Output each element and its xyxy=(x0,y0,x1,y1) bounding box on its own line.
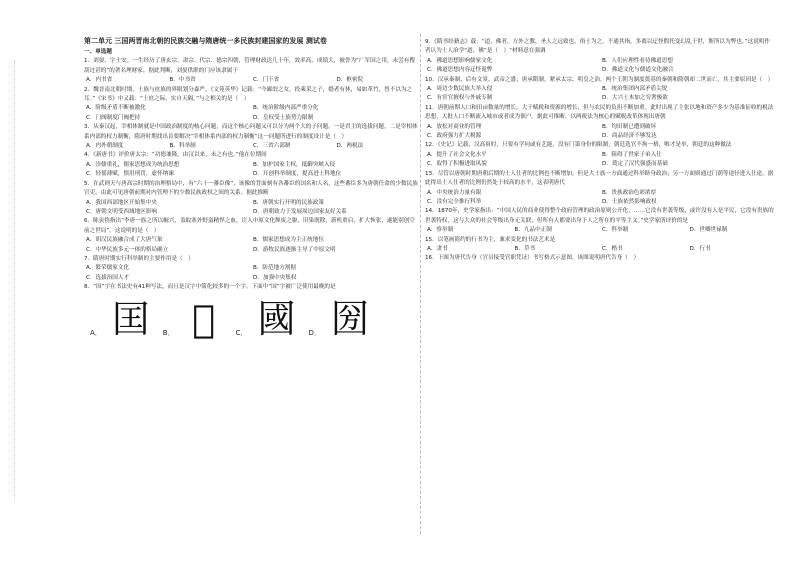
question-item xyxy=(425,236,775,255)
question-stem: 12．《史记》记载，汉高祖时，只要有学问或有艺能，没有门第身份的限制，朝廷选官不拘一格，唯才是举，朝廷的这种做法 xyxy=(425,142,732,149)
answer-option: D．世卿世禄制 xyxy=(689,227,728,234)
question-stem: 14．1870年，史学家指出：“中国人民的商业使得整个政府管理的政治原则公开化，……它没有世袭等级，或许没有人是平民，它没有贵族的世袭特权，这与大众的社会等级出身无关联，但所有人都要出身于人之所在的平等主义。”史学家所评价的是 xyxy=(425,208,774,224)
answer-option: B．中书省 xyxy=(169,77,196,84)
question-stem: 16．下图为唐代告身（官员接受官职凭证）书写格式示意图，该图说明唐代告身（ ） xyxy=(425,255,640,262)
answer-option: C．科举制 xyxy=(602,227,629,234)
answer-option: C．轻徭薄赋，慎用刑罚，虚怀纳谏 xyxy=(86,171,174,178)
answer-option: C．取得了积极进取风貌 xyxy=(427,161,487,168)
option-label: C． xyxy=(235,329,248,338)
answer-option: C．三省六部制 xyxy=(253,143,291,150)
option-group xyxy=(84,104,418,123)
answer-option: A．阶级矛盾不断被激化 xyxy=(86,105,146,112)
question-item xyxy=(84,217,418,255)
answer-option: D．开创科举制度，提高进士科地位 xyxy=(253,171,342,178)
question-item xyxy=(84,151,418,179)
question-item xyxy=(84,283,418,341)
option-label: D． xyxy=(308,329,321,338)
answer-option: C．门下省 xyxy=(253,77,280,84)
question-stem: 1．刘晏，字士安。一生经历了唐玄宗、肃宗、代宗、德宗四朝，管理财政达几十年，效率高，成绩大，被誉为“广军国之用，未尝有搜刮过甚的”的著名理财家。据此判断，刘晏供职的门应该隶属于 xyxy=(84,58,415,74)
answer-option: D．两税法 xyxy=(336,143,364,150)
section-heading: 一、单选题 xyxy=(84,49,112,55)
question-stem: 15．以笔画简约的行书为主，兼求变化的书法艺术是 xyxy=(425,236,556,243)
answer-option: C．中华民族多元一体的格局确立 xyxy=(86,246,169,253)
option-group xyxy=(425,123,775,142)
answer-option: D．商品经济不够发达 xyxy=(602,133,657,140)
answer-option: A．繁荣儒家文化 xyxy=(86,265,129,272)
option-group xyxy=(84,199,418,218)
character-glyph: 囯 xyxy=(111,296,150,341)
answer-option: A．内书省 xyxy=(86,77,113,84)
column-divider xyxy=(420,34,421,534)
answer-option: C．楷书 xyxy=(602,245,623,252)
glyph-option-row xyxy=(84,296,418,341)
answer-option: B．均田制已遭到破坏 xyxy=(602,123,657,130)
question-stem: 5．在武则天与唐高宗时期的治理格局中，有“六十一蕃臣像”，该像的背面刻有各蕃臣的国名和人名，这些蕃臣多为唐朝任命的少数民族官吏。由此可见唐朝前期对内管理下的少数民族政权之间的关系。据此推断 xyxy=(84,180,418,197)
question-item xyxy=(425,141,775,169)
option-group xyxy=(84,161,418,180)
answer-option: B．加护国家主权，抵御突厥入侵 xyxy=(253,161,336,168)
option-group xyxy=(425,189,775,208)
answer-option: B．防范地方割据 xyxy=(253,265,296,272)
answer-option: B．九品中正制 xyxy=(514,227,552,234)
answer-option: B．人们应理性看待佛道思想 xyxy=(602,57,673,64)
binding-margin xyxy=(14,60,25,500)
question-item xyxy=(84,86,418,124)
question-item xyxy=(425,104,775,142)
left-column xyxy=(84,36,418,536)
answer-option: D．游牧民族逐渐主导了中原文明 xyxy=(253,246,336,253)
right-question-list xyxy=(425,38,775,264)
answer-option: A．提升了社会文化水平 xyxy=(427,151,487,158)
option-group xyxy=(84,264,418,283)
answer-option: A．崇儒重礼，儒家思想成为统治思想 xyxy=(86,161,180,168)
right-column xyxy=(425,38,775,458)
answer-option: B．统治集团内部矛盾尖锐 xyxy=(602,86,668,93)
option-group xyxy=(425,57,775,76)
option-group xyxy=(425,226,775,235)
question-item xyxy=(425,38,775,76)
answer-option: D．加强中央集权 xyxy=(253,274,297,281)
answer-option: B．贵族政治色彩浓厚 xyxy=(602,189,657,196)
answer-option: C．唐朝文明受西域地区影响 xyxy=(86,208,158,215)
answer-option: D．皇权受士族势力限制 xyxy=(253,114,314,121)
answer-option: B．唐朝实行开明的民族政策 xyxy=(253,199,324,206)
answer-option: C．有宦官擅权与外戚专制 xyxy=(427,95,493,102)
character-glyph: 圀 xyxy=(330,296,369,341)
option-group xyxy=(84,142,418,151)
option-label: B． xyxy=(162,329,175,338)
question-stem: 8．“国”字在书法史有41种写法，而且是汉字中简化较多的一个字。下面中“国”字被广泛使用最晚的是 xyxy=(84,284,336,291)
question-item xyxy=(84,255,418,283)
question-stem: 10．汉承秦制，后有文景、武帝之盛；唐承隋制，紧承太宗、明皇之治。两个王朝为制度奠基的秦朝和隋朝却二世而亡，其主要原因是（ ） xyxy=(425,76,774,83)
question-stem: 6．陈寅恪指出“李唐一族之所以崛兴，盖取塞外野蛮精悍之血，注入中原文化颓废之躯，旧染既除，新机重启，扩大恢张，遂能别创空前之世局”。这说明的是（ ） xyxy=(84,218,415,234)
question-item xyxy=(425,170,775,208)
answer-option: D．佛道文化与儒道文化融合 xyxy=(602,67,674,74)
option-group xyxy=(425,245,775,254)
question-stem: 9．《隋书经籍志》载：“道、佛者，方外之教，圣人之远致也，俗士为之，不通其指，多离以迂怪假托变幻乱于世，斯所以为弊也。”这说明作者认为士人治学“道、佛”是（ ）“材料意在强调 xyxy=(425,39,770,55)
left-question-list xyxy=(84,57,418,341)
character-glyph: 𡆫 xyxy=(192,296,216,341)
answer-option: A．周边少数民族大举入侵 xyxy=(427,86,493,93)
answer-option: A．内外朝制度 xyxy=(86,143,124,150)
answer-option: C．佛道思想内容迂怪诡弊 xyxy=(427,67,493,74)
question-stem: 13．尽管以唐朝时期唐朝后期的士人仕者的比例也不断增加，但是大士族一方面通过科举跻身政治；另一方面则通过门荫等途径进入仕途，据此得出士人仕者的比例仍然处于较高的水平，这表明唐代 xyxy=(425,170,774,187)
question-stem: 3．从秦汉起，宰相体制就是中国政治制度的核心问题，而这个核心问题又可以分为两个大的子问题，一是君主的选拔问题，二是宰相体系内部的权力制衡，隋唐时期找出首要解决“宰相体系内部的权力制衡”这一问题所进行的制度设计是（ ） xyxy=(84,124,418,140)
answer-option: C．没有完全推行科举 xyxy=(427,198,482,205)
answer-option: B．儒家思想成为主正统地位 xyxy=(253,237,324,244)
answer-option: C．政府强力扩大税源 xyxy=(427,133,482,140)
answer-option: C．门阀制度门阀把持 xyxy=(86,114,141,121)
answer-option: A．察举制 xyxy=(427,227,454,234)
character-glyph: 國 xyxy=(257,296,296,341)
option-label: A． xyxy=(90,329,102,338)
answer-option: A．中央统治力量有限 xyxy=(427,189,482,196)
question-item xyxy=(84,180,418,218)
option-group xyxy=(84,76,418,85)
question-item xyxy=(84,123,418,151)
question-item xyxy=(84,57,418,85)
option-group xyxy=(425,85,775,104)
question-stem: 2．魏晋南北朝时期，士族与庶族的界限划分森严。《文苑英华》记载：“今鄙氓之女，投乘采之子，婚者有休，易如革竹，曾不以为之耳。”《宋书》中又载：“士庶之际，实自天隔。”与之相关的是（ ） xyxy=(84,86,413,103)
question-stem: 11．唐朝前期人口和田亩数量的增长，大于赋税和资源的增长，但与农民的负担不断加重。此时出现了主张以地和资产多少为基准征收的税法思想，大批人口不断流入城市或者成为佃户。据此可推断，以两税法为核心的赋税改革体现出唐朝 xyxy=(425,104,774,121)
exam-title: 第二单元 三国两晋南北朝的民族交融与隋唐统一多民族封建国家的发展 测试卷 xyxy=(84,37,327,45)
answer-option: A．放松对商业的管理 xyxy=(427,123,482,130)
answer-option: B．阻碍了世家子弟入仕 xyxy=(602,151,662,158)
question-stem: 4．《新唐书》评价唐太宗：“功德兼隆，由汉以来，未之有也。”他在位期间 xyxy=(84,152,267,159)
question-item xyxy=(425,207,775,235)
answer-option: D．大兴土木加之穷奢极欲 xyxy=(602,95,668,102)
answer-option: A．我国西部地区开始集中央 xyxy=(86,199,157,206)
answer-option: D．奠定了汉代强盛而基础 xyxy=(602,161,668,168)
question-item xyxy=(425,254,775,263)
answer-option: D．枢密院 xyxy=(336,77,364,84)
option-group xyxy=(84,236,418,255)
answer-option: B．科举制 xyxy=(169,143,196,150)
answer-option: A．胡汉民族融合成了大唐气象 xyxy=(86,237,163,244)
option-group xyxy=(425,151,775,170)
answer-option: A．佛道思想影响儒家文化 xyxy=(427,57,493,64)
answer-option: D．行书 xyxy=(689,245,711,252)
question-item xyxy=(425,76,775,104)
answer-option: D．唐朝致力于发展周边国家友好关系 xyxy=(253,208,347,215)
answer-option: B．统治阶级内部严重分化 xyxy=(253,105,319,112)
answer-option: D．士族依然影响政权 xyxy=(602,198,657,205)
question-stem: 7．隋唐时期实行科举制的主要作用是（ ） xyxy=(84,255,194,262)
answer-option: A．隶书 xyxy=(427,245,448,252)
answer-option: B．草书 xyxy=(514,245,536,252)
answer-option: C．选拔治国人才 xyxy=(86,274,130,281)
